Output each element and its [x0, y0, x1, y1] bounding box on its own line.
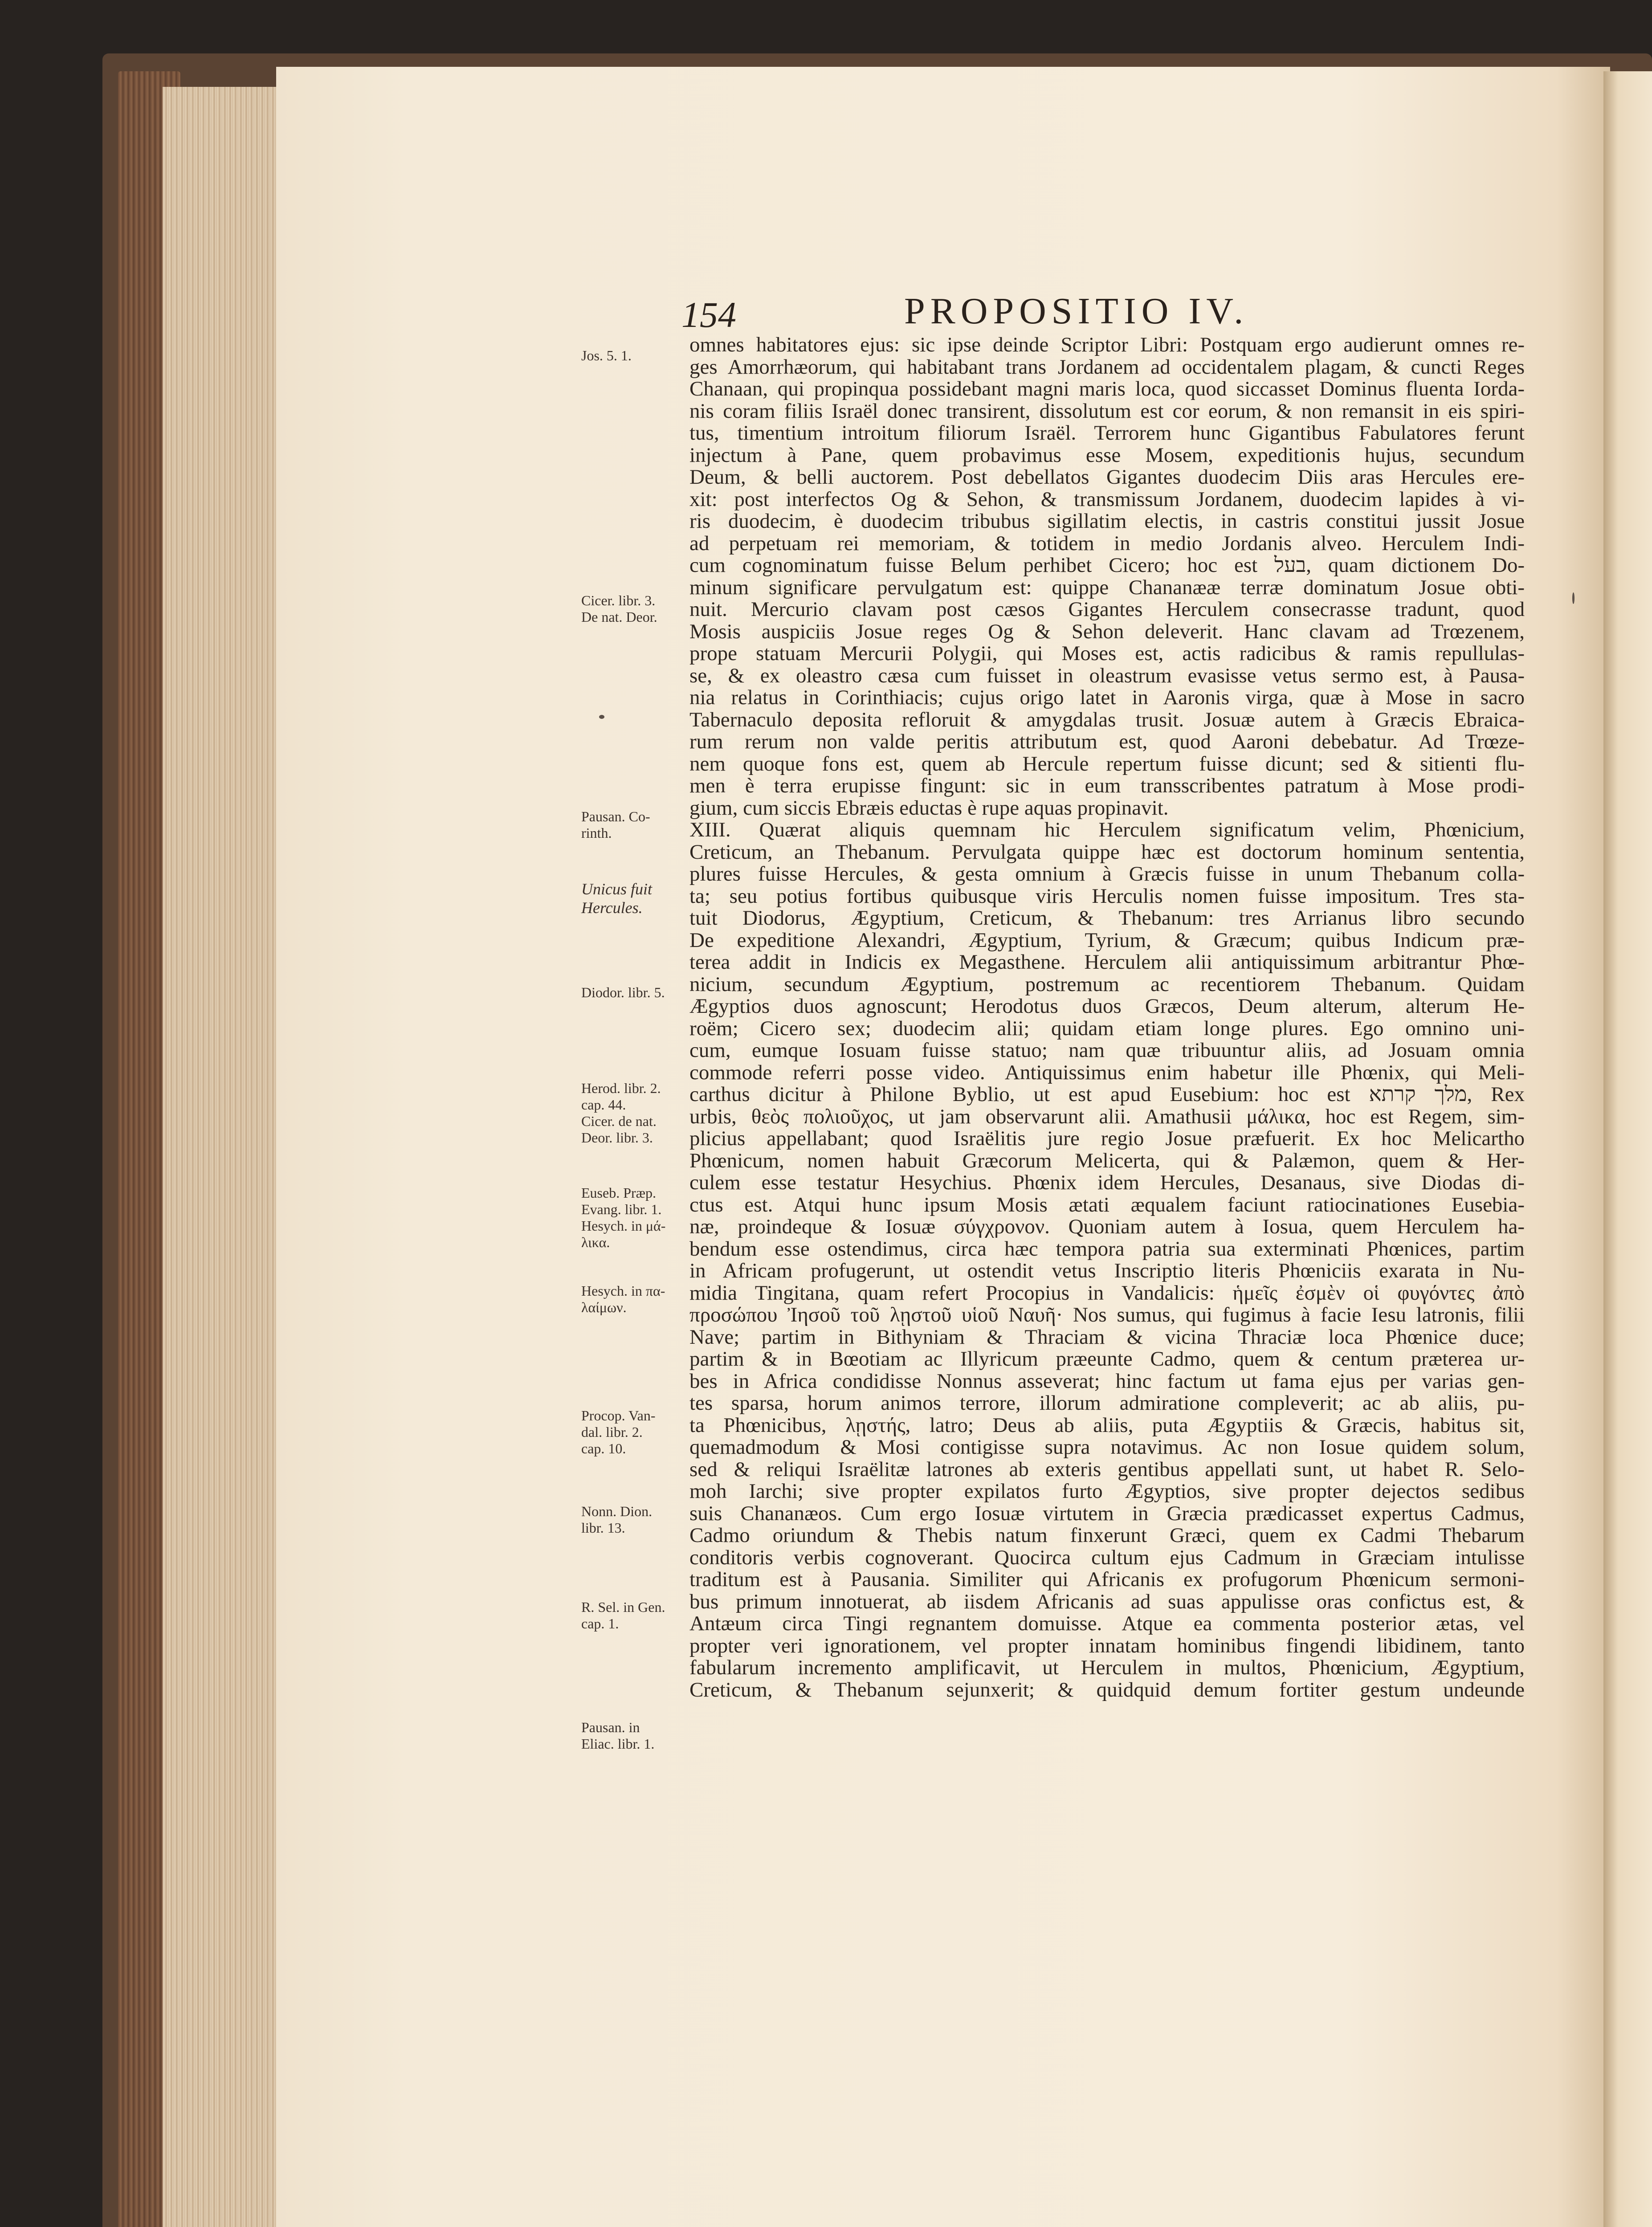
page-header	[681, 290, 1528, 339]
text-line: se, & ex oleastro cæsa cum fuisset in oleastrum evasisse vetus sermo est, à Pausa-	[689, 665, 1525, 687]
facing-page-edge	[1603, 71, 1652, 2227]
text-line: conditoris verbis cognoverant. Quocirca cultum ejus Cadmum in Græciam intulisse	[689, 1546, 1525, 1569]
text-line: De expeditione Alexandri, Ægyptium, Tyrium, & Græcum; quibus Indicum præ-	[689, 929, 1525, 951]
margin-note: Nonn. Dion. libr. 13.	[581, 1503, 653, 1536]
text-line: suis Chananæos. Cum ergo Iosuæ virtutem in Græcia prædicasset expertus Cadmus,	[689, 1502, 1525, 1525]
text-line: ges Amorrhæorum, qui habitabant trans Jordanem ad occidentalem plagam, & cuncti Reges	[689, 356, 1525, 378]
text-line: XIII. Quærat aliquis quemnam hic Herculem significatum velim, Phœnicium,	[689, 819, 1525, 841]
margin-note: Pausan. in Eliac. libr. 1.	[581, 1719, 655, 1752]
text-line: xit: post interfectos Og & Sehon, & transmissum Jordanem, duodecim lapides à vi-	[689, 488, 1525, 510]
text-line: προσώπου Ἰησοῦ τοῦ λῃστοῦ υἱοῦ Ναυῆ· Nos sumus, qui fugimus à facie Iesu latronis, filii	[689, 1304, 1525, 1326]
text-line: partim & in Bœotiam ac Illyricum præeunte Cadmo, quem & centum præterea ur-	[689, 1348, 1525, 1370]
text-line: Chanaan, qui propinqua possidebant magni maris loca, quod siccasset Dominus fluenta Iorda-	[689, 378, 1525, 400]
text-line: ta Phœnicibus, λῃστής, latro; Deus ab aliis, puta Ægyptiis & Græcis, habitus sit,	[689, 1414, 1525, 1436]
text-line: urbis, θεὸς πολιοῦχος, ut jam observarunt alii. Amathusii μάλικα, hoc est Regem, sim-	[689, 1105, 1525, 1128]
ink-blot	[1572, 592, 1574, 604]
body-text	[689, 334, 1525, 1701]
text-line: rum rerum non valde peritis attributum est, quod Aaroni debebatur. Ad Trœze-	[689, 731, 1525, 753]
text-line: commode referri posse video. Antiquissimus enim habetur ille Phœnix, qui Meli-	[689, 1061, 1525, 1084]
text-line: midia Tingitana, quam refert Procopius in Vandalicis: ἡμεῖς ἐσμὲν οἱ φυγόντες ἀπὸ	[689, 1282, 1525, 1304]
text-line: carthus dicitur à Philone Byblio, ut est apud Eusebium: hoc est מלך קרתא, Rex	[689, 1084, 1525, 1106]
text-line: tes sparsa, horum animos terrore, illorum admiratione compleverit; ac ab aliis, pu-	[689, 1392, 1525, 1415]
text-line: nem quoque fons est, quem ab Hercule repertum fuisse dicunt; sed & sitienti flu-	[689, 753, 1525, 775]
text-line: minum significare pervulgatum est: quippe Chananææ terræ dominatum Josue obti-	[689, 576, 1525, 599]
text-line: plures fuisse Hercules, & gesta omnium à Græcis fuisse in unum Thebanum colla-	[689, 863, 1525, 885]
text-line: nia relatus in Corinthiacis; cujus origo latet in Aaronis virga, quæ à Mose in sacro	[689, 687, 1525, 709]
text-line: næ, proindeque & Iosuæ σύγχρονον. Quoniam autem à Iosua, quem Herculem ha-	[689, 1216, 1525, 1238]
text-line: Mosis auspiciis Josue reges Og & Sehon deleverit. Hanc clavam ad Trœzenem,	[689, 620, 1525, 643]
margin-note: Jos. 5. 1.	[581, 347, 632, 363]
text-line: ta; seu potius fortibus quibusque viris Herculis nomen fuisse impositum. Tres sta-	[689, 885, 1525, 907]
text-line: quemadmodum & Mosi contigisse supra notavimus. Ac non Iosue quidem solum,	[689, 1436, 1525, 1459]
text-line: traditum est à Pausania. Similiter qui Africanis ex profugorum Phœnicum sermoni-	[689, 1569, 1525, 1591]
text-line: ris duodecim, è duodecim tribubus sigillatim electis, in castris constitui jussit Josue	[689, 510, 1525, 533]
text-line: Nave; partim in Bithyniam & Thraciam & vicina Thraciæ loca Phœnice duce;	[689, 1326, 1525, 1348]
text-line: Deum, & belli auctorem. Post debellatos Gigantes duodecim Diis aras Hercules ere-	[689, 466, 1525, 489]
page-fore-edge	[163, 87, 277, 2227]
text-line: prope statuam Mercurii Polygii, qui Moses est, actis radicibus & ramis repullulas-	[689, 643, 1525, 665]
text-line: moh Iarchi; sive propter expilatos furto Ægyptios, sive propter dejectos sedibus	[689, 1481, 1525, 1503]
margin-note: Diodor. libr. 5.	[581, 984, 665, 1000]
text-line: men è terra erupisse fingunt: sic in eum transscribentes patratum à Mose prodi-	[689, 775, 1525, 797]
page-number: 154	[681, 294, 736, 335]
text-line: nicium, secundum Ægyptium, postremum ac recentiorem Thebanum. Quidam	[689, 973, 1525, 995]
margin-note: Hesych. in πα- λαίμων.	[581, 1283, 665, 1315]
text-line: roëm; Cicero sex; duodecim alii; quidam etiam longe plures. Ego omnino uni-	[689, 1017, 1525, 1040]
text-line: Tabernaculo deposita refloruit & amygdalas trusit. Josuæ autem à Græcis Ebraica-	[689, 709, 1525, 731]
text-line: Ægyptios duos agnoscunt; Herodotus duos Græcos, Deum alterum, alterum He-	[689, 995, 1525, 1018]
ink-blot	[599, 715, 604, 719]
text-line: ctus est. Atqui hunc ipsum Mosis ætati æqualem faciunt ratiocinationes Eusebia-	[689, 1194, 1525, 1216]
text-line: Phœnicum, nomen habuit Græcorum Melicerta, qui & Palæmon, quem & Her-	[689, 1150, 1525, 1172]
text-line: fabularum incremento amplificavit, ut Herculem in multos, Phœnicium, Ægyptium,	[689, 1657, 1525, 1679]
text-line: ad perpetuam rei memoriam, & totidem in medio Jordanis alveo. Herculem Indi-	[689, 532, 1525, 555]
running-title: PROPOSITIO IV.	[904, 290, 1249, 332]
margin-note: Pausan. Co- rinth.	[581, 808, 650, 841]
text-line: tus, timentium introitum filiorum Israël. Terrorem hunc Gigantibus Fabulatores ferunt	[689, 422, 1525, 445]
margin-note: Herod. libr. 2. cap. 44. Cicer. de nat. Deor. libr. 3.	[581, 1080, 661, 1146]
text-line: bendum esse ostendimus, circa hæc tempora patria sua exterminati Phœnices, partim	[689, 1238, 1525, 1260]
text-line: bus primum innotuerat, ab iisdem Africanis ad suas appulisse oras confictus est, &	[689, 1591, 1525, 1613]
text-line: terea addit in Indicis ex Megasthene. Herculem alii antiquissimum arbitrantur Phœ-	[689, 951, 1525, 974]
margin-note: Euseb. Præp. Evang. libr. 1. Hesych. in μά- λικα.	[581, 1185, 666, 1250]
text-line: Cadmo oriundum & Thebis natum finxerunt Græci, quem ex Cadmi Thebarum	[689, 1525, 1525, 1547]
text-line: tuit Diodorus, Ægyptium, Creticum, & Thebanum: tres Arrianus libro secundo	[689, 907, 1525, 930]
text-line: Antæum circa Tingi regnantem domuisse. Atque ea commenta posterior ætas, vel	[689, 1613, 1525, 1635]
text-line: cum cognominatum fuisse Belum perhibet Cicero; hoc est בעל, quam dictionem Do-	[689, 555, 1525, 577]
text-line: propter veri ignorationem, vel propter innatam hominibus fingendi libidinem, tanto	[689, 1635, 1525, 1657]
text-line: injectum à Pane, quem probavimus esse Mosem, expeditionis hujus, secundum	[689, 444, 1525, 466]
text-line: bes in Africa condidisse Nonnus asseverat; hinc factum ut fama ejus per varias gen-	[689, 1370, 1525, 1392]
margin-note: Cicer. libr. 3. De nat. Deor.	[581, 592, 657, 625]
text-line: cum, eumque Iosuam fuisse statuo; nam quæ tribuuntur aliis, ad Josuam omnia	[689, 1040, 1525, 1062]
text-line: sed & reliqui Israëlitæ latrones ab exteris gentibus appellati sunt, ut habet R. Selo-	[689, 1458, 1525, 1481]
text-line: nuit. Mercurio clavam post cæsos Gigantes Herculem consecrasse tradunt, quod	[689, 599, 1525, 621]
margin-note: R. Sel. in Gen. cap. 1.	[581, 1599, 665, 1632]
text-line: nis coram filiis Israël donec transirent, dissolutum est cor eorum, & non remansit in eis spiri-	[689, 400, 1525, 422]
margin-note: Unicus fuit Hercules.	[581, 880, 652, 917]
text-line: culem esse testatur Hesychius. Phœnix idem Hercules, Desanaus, sive Diodas di-	[689, 1172, 1525, 1194]
text-line: Creticum, an Thebanum. Pervulgata quippe hæc est doctorum hominum sententia,	[689, 841, 1525, 863]
text-line: in Africam profugerunt, ut ostendit vetus Inscriptio literis Phœniciis exarata in Nu-	[689, 1260, 1525, 1282]
text-line: omnes habitatores ejus: sic ipse deinde Scriptor Libri: Postquam ergo audierunt omnes re-	[689, 334, 1525, 356]
margin-note: Procop. Van- dal. libr. 2. cap. 10.	[581, 1407, 656, 1456]
text-line: Creticum, & Thebanum sejunxerit; & quidquid demum fortiter gestum undeunde	[689, 1679, 1525, 1701]
text-line: gium, cum siccis Ebræis eductas è rupe aquas propinavit.	[689, 797, 1169, 819]
text-line: plicius appellabant; quod Israëlitis jure regio Josue præfuerit. Ex hoc Melicartho	[689, 1128, 1525, 1150]
